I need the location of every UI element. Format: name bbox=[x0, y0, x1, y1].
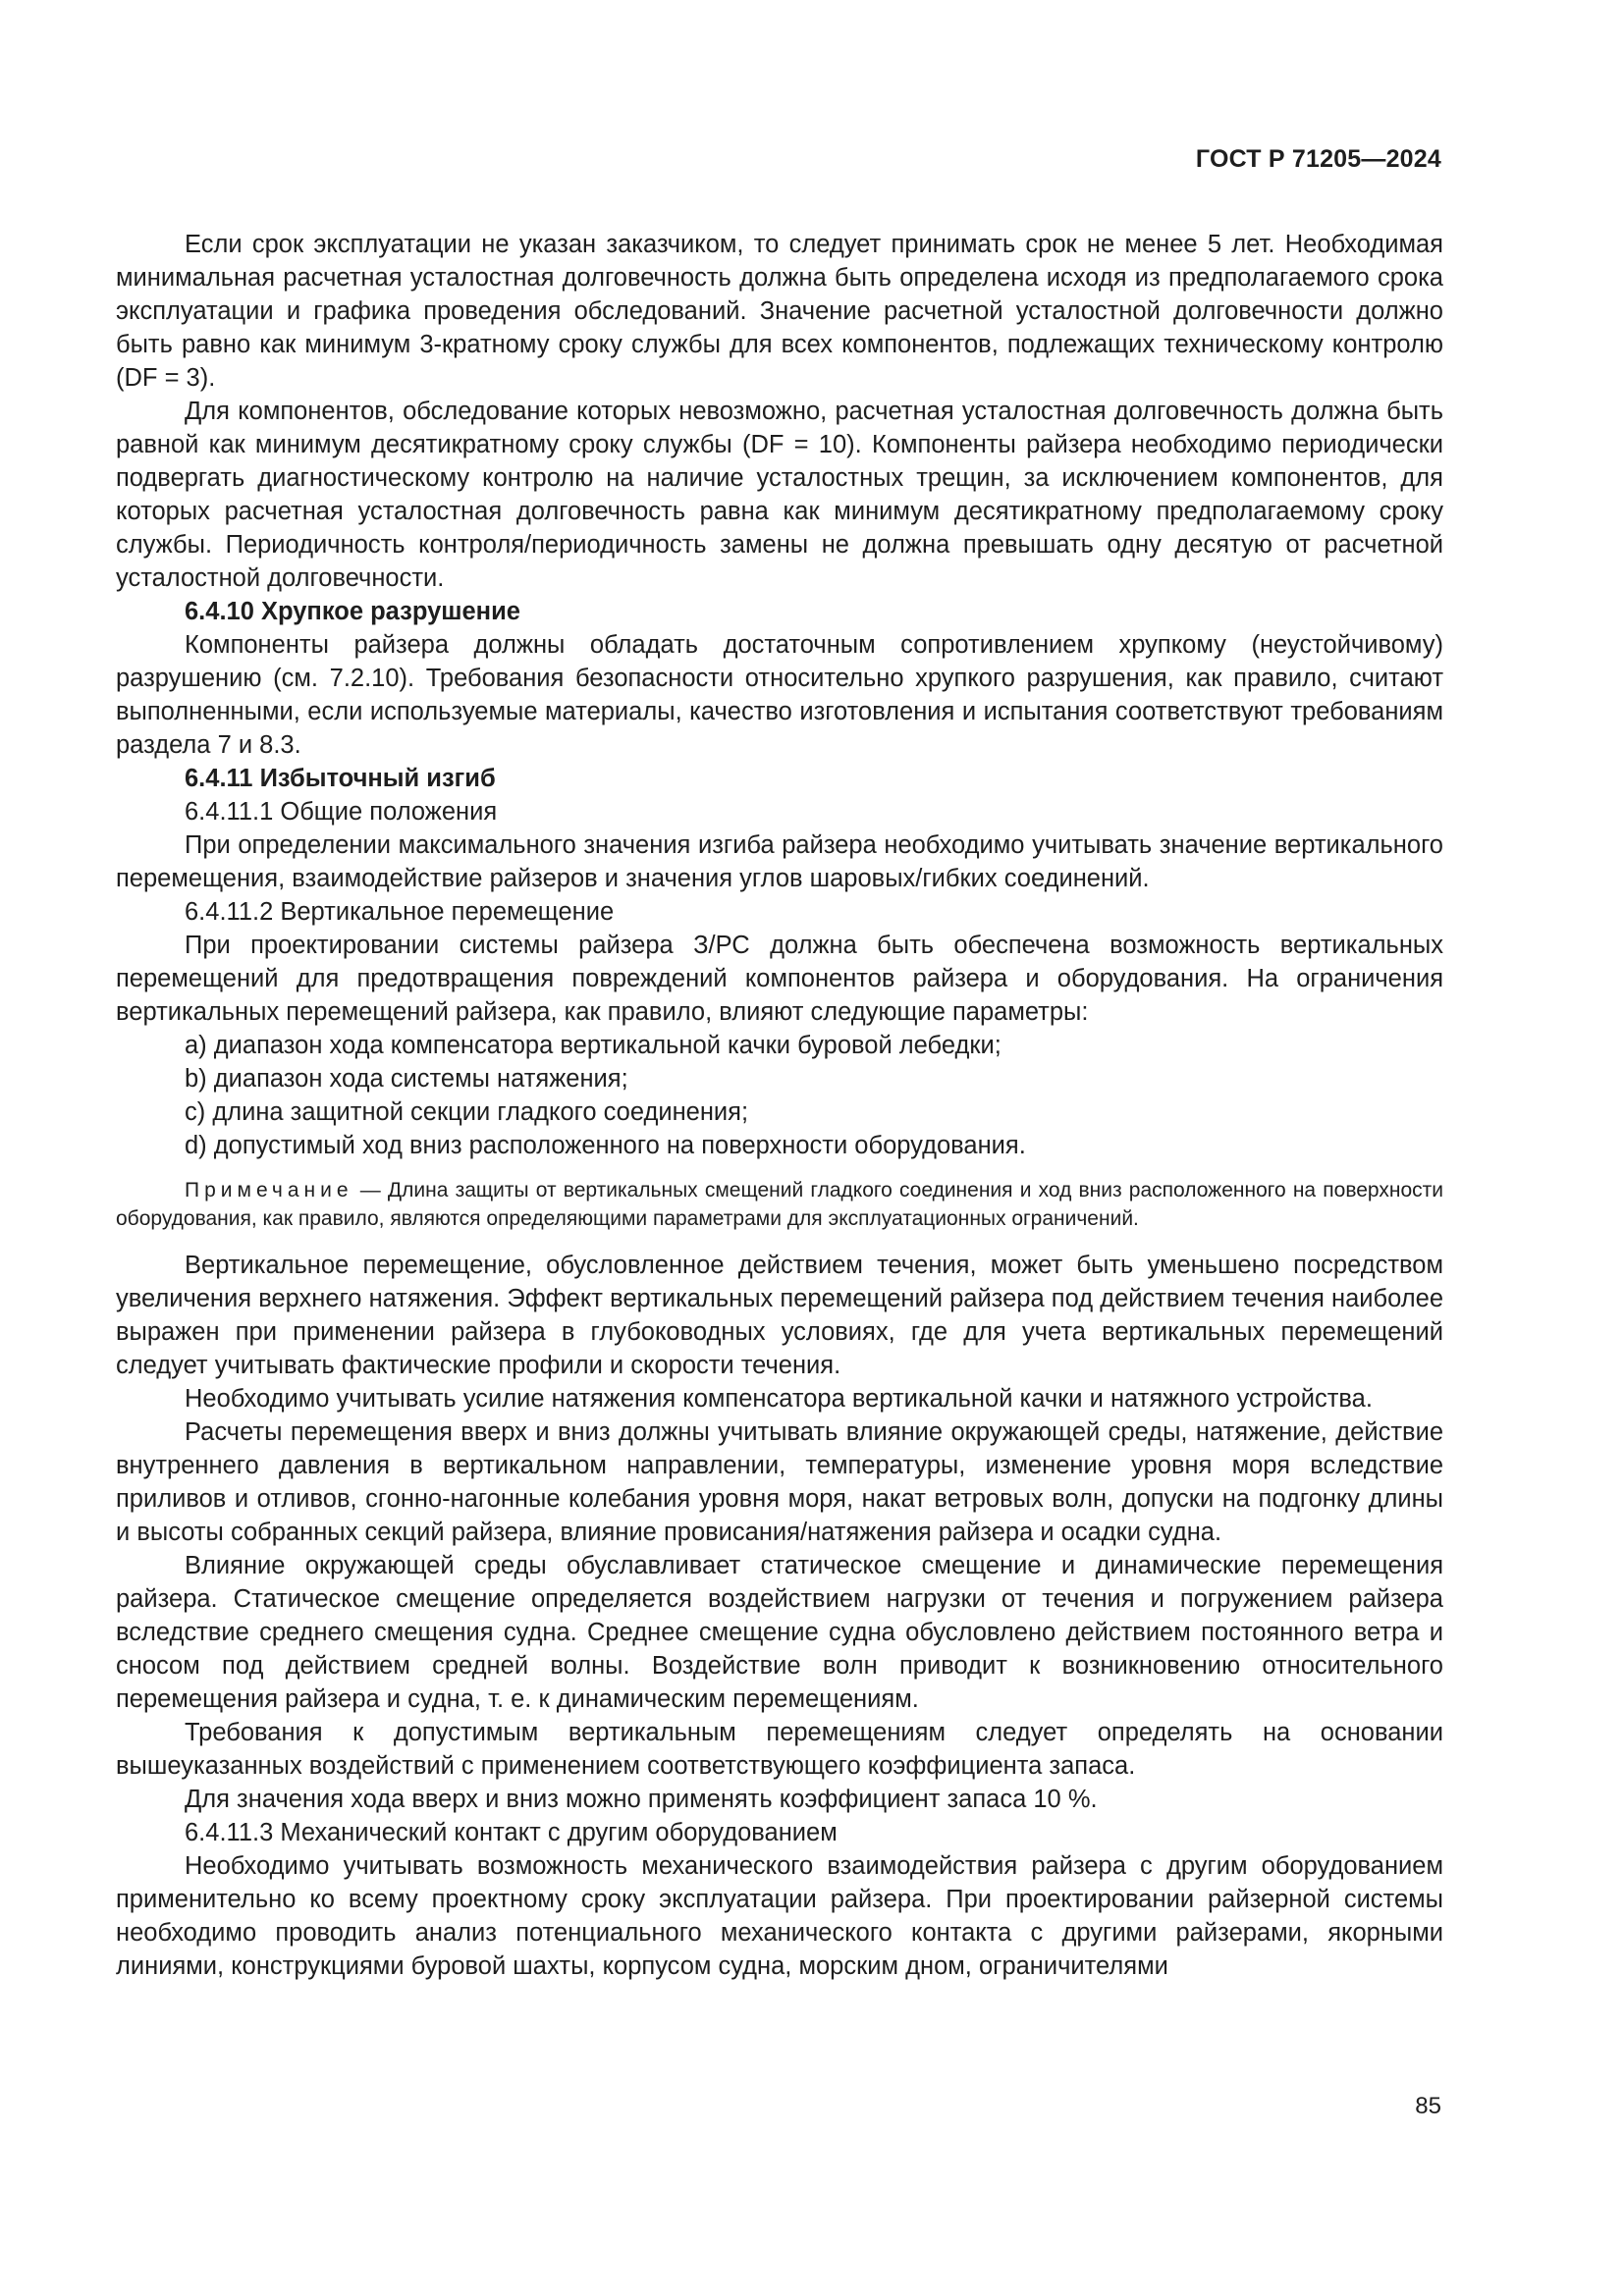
section-heading: 6.4.11 Избыточный изгиб bbox=[185, 765, 496, 792]
paragraph: Для значения хода вверх и вниз можно применять коэффициент запаса 10 %. bbox=[185, 1786, 1098, 1813]
note-text: Длина защиты от вертикальных смещений гладкого соединения и ход вниз расположенного на поверхности оборудования, как правило, являются определяющими параметрами для эксплуатационных ограничений. bbox=[116, 1179, 1444, 1230]
paragraph: Влияние окружающей среды обуславливает статическое смещение и динамические перемещения райзера. Статическое смещение определяется воздействием нагрузки от течения и погружением райзера вследствие среднего смещения судна. Среднее смещение судна обусловлено действием постоянного ветра и сносом под действием средней волны. Воздействие волн приводит к возникновению относительного перемещения райзера и судна, т. е. к динамическим перемещениям. bbox=[116, 1552, 1443, 1713]
paragraph: Необходимо учитывать возможность механического взаимодействия райзера с другим оборудованием применительно ко всему проектному сроку эксплуатации райзера. При проектировании райзерной системы необходимо проводить анализ потенциального механического контакта с другими райзерами, якорными линиями, конструкциями буровой шахты, корпусом судна, морским дном, ограничителями bbox=[116, 1852, 1443, 1980]
paragraph: При определении максимального значения изгиба райзера необходимо учитывать значение вертикального перемещения, взаимодействие райзеров и значения углов шаровых/гибких соединений. bbox=[116, 831, 1443, 892]
standard-designation: ГОСТ Р 71205—2024 bbox=[1195, 145, 1441, 173]
list-item: c) длина защитной секции гладкого соединения; bbox=[185, 1098, 749, 1126]
paragraph: Необходимо учитывать усилие натяжения компенсатора вертикальной качки и натяжного устройства. bbox=[185, 1385, 1373, 1413]
note-label: Примечание bbox=[185, 1179, 353, 1201]
paragraph: Расчеты перемещения вверх и вниз должны учитывать влияние окружающей среды, натяжение, действие внутреннего давления в вертикальном направлении, температуры, изменение уровня моря вследствие приливов и отливов, сгонно-нагонные колебания уровня моря, накат ветровых волн, допуски на подгонку длины и высоты собранных секций райзера, влияние провисания/натяжения райзера и осадки судна. bbox=[116, 1418, 1443, 1546]
paragraph: Если срок эксплуатации не указан заказчиком, то следует принимать срок не менее 5 лет. Необходимая минимальная расчетная усталостная долговечность должна быть определена исходя из предполагаемого срока эксплуатации и графика проведения обследований. Значение расчетной усталостной долговечности должно быть равно как минимум 3-кратному сроку службы для всех компонентов, подлежащих техническому контролю (DF = 3). bbox=[116, 231, 1443, 392]
paragraph: Вертикальное перемещение, обусловленное действием течения, может быть уменьшено посредством увеличения верхнего натяжения. Эффект вертикальных перемещений райзера под действием течения наиболее выражен при применении райзера в глубоководных условиях, где для учета вертикальных перемещений следует учитывать фактические профили и скорости течения. bbox=[116, 1252, 1443, 1379]
document-body bbox=[116, 228, 1443, 1983]
list-item: d) допустимый ход вниз расположенного на поверхности оборудования. bbox=[185, 1132, 1026, 1159]
subsection-heading: 6.4.11.1 Общие положения bbox=[185, 798, 498, 826]
paragraph: При проектировании системы райзера З/РС должна быть обеспечена возможность вертикальных перемещений для предотвращения повреждений компонентов райзера и оборудования. На ограничения вертикальных перемещений райзера, как правило, влияют следующие параметры: bbox=[116, 932, 1443, 1026]
subsection-heading: 6.4.11.3 Механический контакт с другим оборудованием bbox=[185, 1819, 838, 1846]
list-item: b) диапазон хода системы натяжения; bbox=[185, 1065, 628, 1093]
paragraph: Для компонентов, обследование которых невозможно, расчетная усталостная долговечность должна быть равной как минимум десятикратному сроку службы (DF = 10). Компоненты райзера необходимо периодически подвергать диагностическому контролю на наличие усталостных трещин, за исключением компонентов, для которых расчетная усталостная долговечность равна как минимум десятикратному предполагаемому сроку службы. Периодичность контроля/периодичность замены не должна превышать одну десятую от расчетной усталостной долговечности. bbox=[116, 398, 1443, 592]
note-dash: — bbox=[352, 1179, 388, 1201]
subsection-heading: 6.4.11.2 Вертикальное перемещение bbox=[185, 898, 615, 926]
paragraph: Требования к допустимым вертикальным перемещениям следует определять на основании вышеуказанных воздействий с применением соответствующего коэффициента запаса. bbox=[116, 1719, 1443, 1780]
page-number: 85 bbox=[1415, 2093, 1441, 2119]
paragraph: Компоненты райзера должны обладать достаточным сопротивлением хрупкому (неустойчивому) разрушению (см. 7.2.10). Требования безопасности относительно хрупкого разрушения, как правило, считают выполненными, если используемые материалы, качество изготовления и испытания соответствуют требованиям раздела 7 и 8.3. bbox=[116, 631, 1443, 759]
section-heading: 6.4.10 Хрупкое разрушение bbox=[185, 598, 520, 625]
list-item: a) диапазон хода компенсатора вертикальной качки буровой лебедки; bbox=[185, 1032, 1001, 1059]
note bbox=[116, 1176, 1443, 1233]
